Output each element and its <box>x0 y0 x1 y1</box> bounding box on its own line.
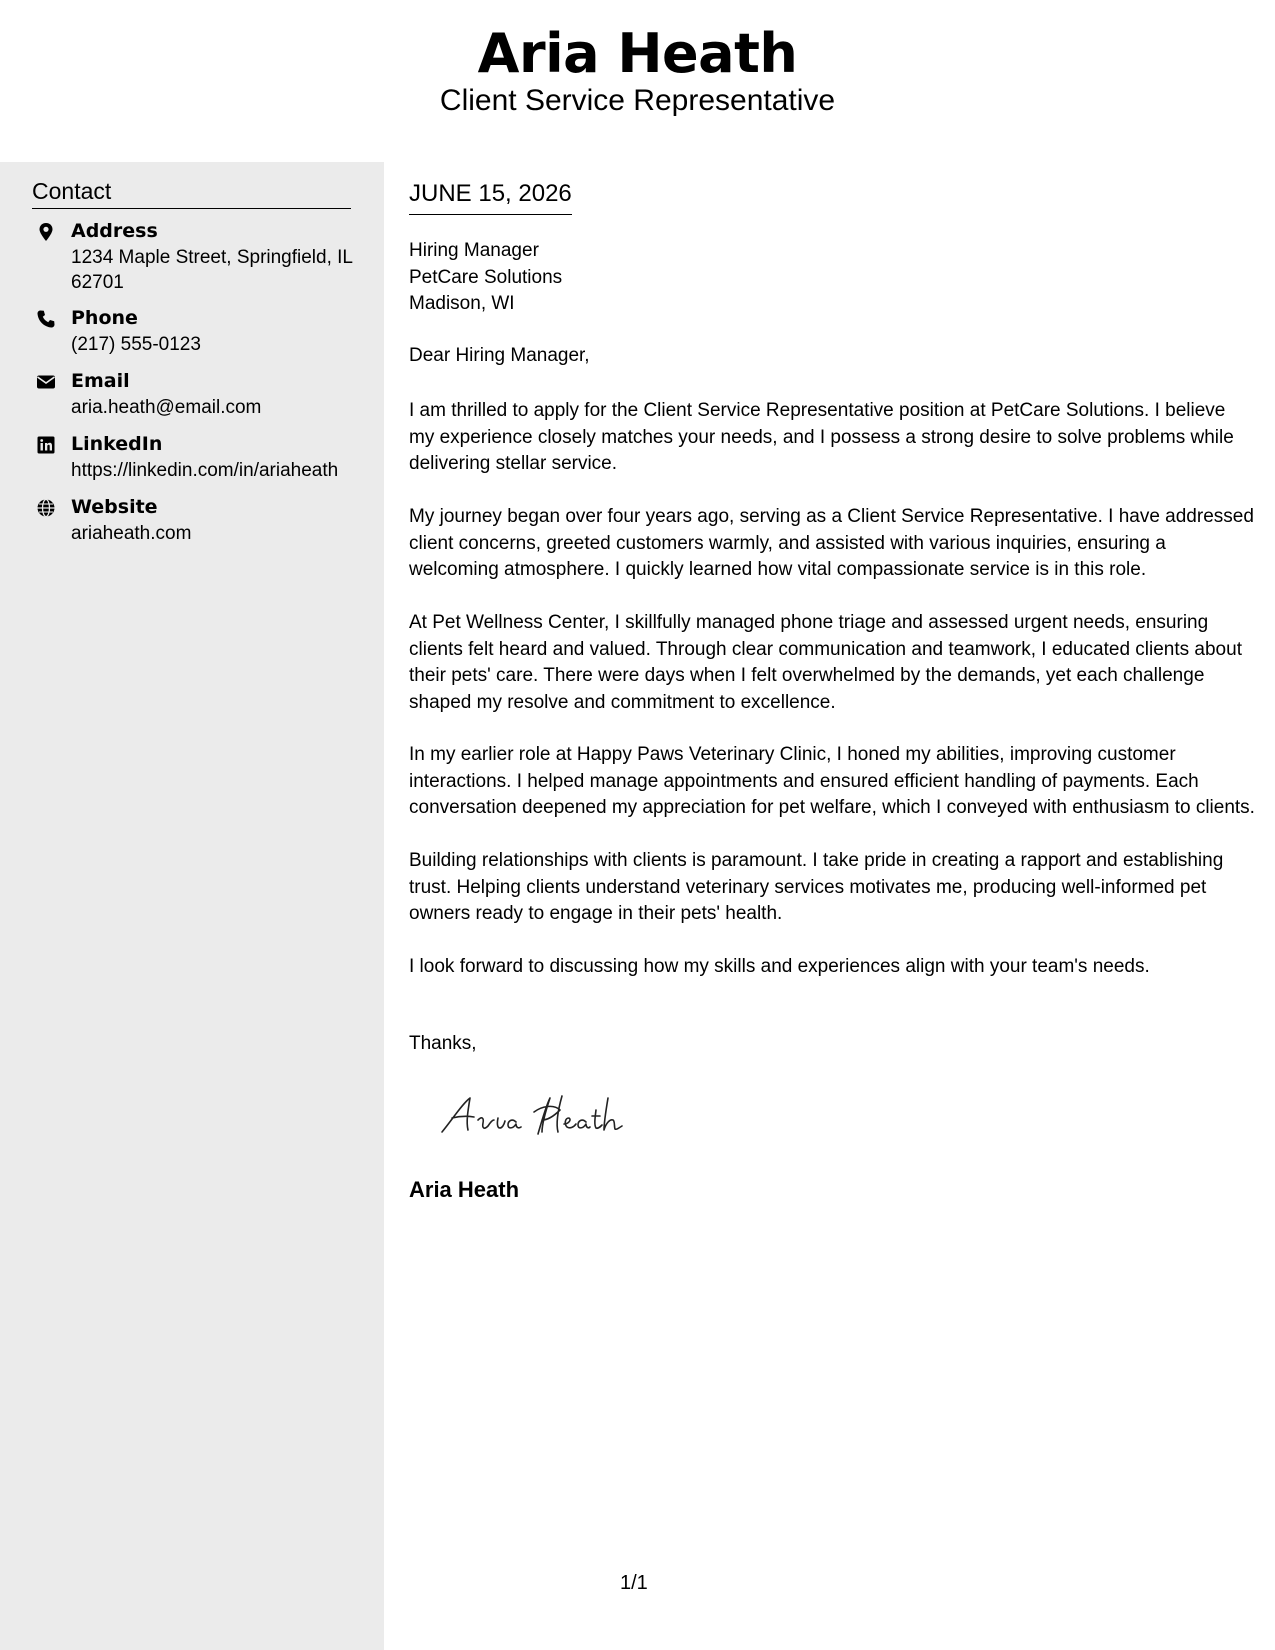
greeting: Dear Hiring Manager, <box>409 345 590 366</box>
phone-icon <box>36 309 56 329</box>
closing: Thanks, <box>409 1033 477 1054</box>
recipient-line: PetCare Solutions <box>409 266 563 288</box>
paragraph: My journey began over four years ago, serving as a Client Service Representative. I have addressed client concerns, greeted customers warmly, and assisted with various inquiries, ensuring a welcoming atmosphere. I quickly learned how vital compassionate service is in this role. <box>409 506 1254 580</box>
recipient-line: Madison, WI <box>409 293 515 314</box>
contact-sidebar <box>0 162 384 1650</box>
contact-heading: Contact <box>32 178 351 209</box>
contact-value: ariaheath.com <box>71 523 192 544</box>
contact-label: Email <box>71 370 130 392</box>
page-header <box>0 0 1275 162</box>
paragraph: I am thrilled to apply for the Client Service Representative position at PetCare Solutions. I believe my experience closely matches your needs, and I possess a strong desire to solve problems while delivering stellar service. <box>409 400 1234 474</box>
contact-value: aria.heath@email.com <box>71 397 262 418</box>
globe-icon <box>36 498 56 518</box>
contact-value: https://linkedin.com/in/ariaheath <box>71 460 339 481</box>
paragraph: Building relationships with clients is paramount. I take pride in creating a rapport and establishing trust. Helping clients understand veterinary services motivates me, producing well-informed pet owners ready to engage in their pets' health. <box>409 850 1224 924</box>
recipient-block <box>409 238 562 318</box>
contact-label: Phone <box>71 307 138 329</box>
letter-date: JUNE 15, 2026 <box>409 180 572 215</box>
contact-label: LinkedIn <box>71 433 163 455</box>
applicant-name: Aria Heath <box>477 22 798 85</box>
page-number: 1/1 <box>620 1572 648 1594</box>
contact-value: 1234 Maple Street, Springfield, IL 62701 <box>71 247 353 293</box>
signer-name: Aria Heath <box>409 1177 520 1202</box>
paragraph: At Pet Wellness Center, I skillfully managed phone triage and assessed urgent needs, ensuring clients felt heard and valued. Through clear communication and teamwork, I educated clients about their pets' care. There were days when I felt overwhelmed by the demands, yet each challenge shaped my resolve and commitment to excellence. <box>409 612 1242 713</box>
signature-image <box>438 1090 638 1140</box>
linkedin-icon <box>36 435 56 455</box>
contact-label: Website <box>71 496 158 518</box>
recipient-line: Hiring Manager <box>409 240 539 261</box>
applicant-title: Client Service Representative <box>439 84 836 117</box>
paragraph: I look forward to discussing how my skills and experiences align with your team's needs. <box>409 956 1150 977</box>
contact-label: Address <box>71 220 158 242</box>
map-pin-icon <box>36 222 56 242</box>
paragraph: In my earlier role at Happy Paws Veterinary Clinic, I honed my abilities, improving customer interactions. I helped manage appointments and ensured efficient handling of payments. Each conversation deepened my appreciation for pet welfare, which I conveyed with enthusiasm to clients. <box>409 744 1255 818</box>
envelope-icon <box>36 372 56 392</box>
contact-value: (217) 555-0123 <box>71 334 201 355</box>
